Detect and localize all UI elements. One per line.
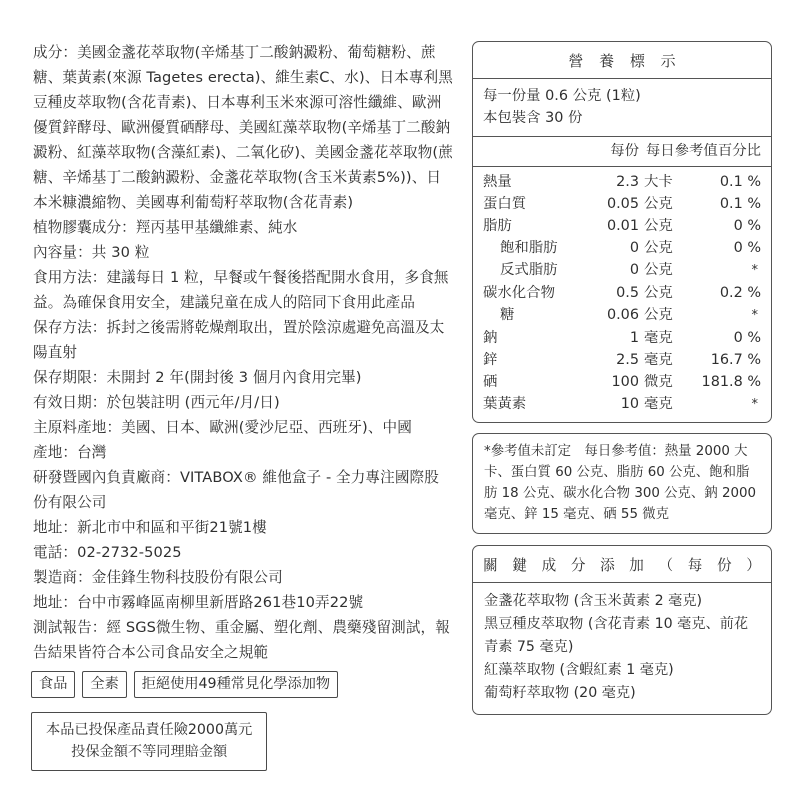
nutrient-label: 糖	[500, 307, 515, 323]
nutrition-row	[473, 349, 771, 371]
nutrition-row	[473, 259, 771, 282]
nutrient-unit: 毫克	[644, 396, 673, 412]
nutrient-label: 蛋白質	[483, 196, 527, 212]
nutrient-unit: 公克	[644, 196, 673, 212]
key-ingredient-line: 紅藻萃取物 (含蝦紅素 1 毫克)	[484, 662, 674, 678]
servings-per-container-text: 本包裝含 30 份	[483, 110, 583, 126]
badge-food: 食品	[31, 671, 75, 698]
nutrient-unit: 公克	[644, 307, 673, 323]
key-ingredients-list	[473, 583, 771, 714]
key-ingredient-line: 黑豆種皮萃取物 (含花青素 10 毫克、前花青素 75 毫克)	[484, 616, 749, 655]
nutrient-label: 葉黃素	[483, 396, 527, 412]
origin-materials-text: 主原料產地：美國、日本、歐洲(愛沙尼亞、西班牙)、中國	[33, 419, 412, 436]
serving-size-text: 每一份量 0.6 公克 (1粒)	[483, 88, 641, 104]
directions-text: 食用方法：建議每日 1 粒，早餐或午餐後搭配開水食用，多食無益。為確保食用安全，建議兒童在成人的陪同下食用此產品	[33, 269, 449, 311]
nutrient-unit: 公克	[644, 285, 673, 301]
nutrient-daily-value: 0 %	[733, 218, 761, 234]
nutrient-unit: 毫克	[644, 352, 673, 368]
nutrient-unit: 大卡	[644, 174, 673, 190]
column-header-per-serving: 每份	[610, 143, 639, 159]
nutrient-unit: 毫克	[644, 330, 673, 346]
nutrient-daily-value: *	[751, 397, 758, 412]
expiry-date-text: 有效日期：於包裝註明 (西元年/月/日)	[33, 394, 280, 411]
column-header-daily-value: 每日參考值百分比	[645, 143, 761, 159]
daily-value-footnote-panel	[472, 433, 772, 534]
nutrient-amount: 0.5	[616, 285, 639, 301]
nutrient-amount: 0.06	[606, 307, 639, 323]
insurance-line-1: 本品已投保產品責任險2000萬元	[46, 722, 253, 738]
nutrient-amount: 0.01	[606, 218, 639, 234]
key-ingredient-line: 葡萄籽萃取物 (20 毫克)	[484, 685, 636, 701]
net-content-text: 內容量：共 30 粒	[33, 244, 150, 261]
nutrition-column-headers	[473, 137, 771, 167]
nutrient-amount: 100	[611, 374, 639, 390]
responsible-firm-text: 研發暨國內負責廠商：VITABOX® 維他盒子 - 全力專注國際股份有限公司	[33, 469, 439, 511]
nutrient-label: 反式脂肪	[500, 262, 558, 278]
nutrient-amount: 1	[629, 330, 639, 346]
key-ingredients-title: 關 鍵 成 分 添 加 （ 每 份 ）	[473, 546, 771, 583]
nutrient-label: 鈉	[483, 330, 498, 346]
product-info-column	[33, 40, 453, 665]
nutrient-unit: 公克	[644, 218, 673, 234]
product-liability-insurance-box	[31, 712, 267, 771]
storage-text: 保存方法：拆封之後需將乾燥劑取出，置於陰涼處避免高溫及太陽直射	[33, 319, 445, 361]
nutrient-daily-value: 0 %	[733, 330, 761, 346]
nutrient-daily-value: 0.1 %	[719, 196, 761, 212]
nutrient-amount: 2.3	[616, 174, 639, 190]
nutrient-amount: 0	[629, 262, 639, 278]
nutrition-facts-title: 營 養 標 示	[473, 42, 771, 79]
nutrition-row	[473, 193, 771, 215]
nutrient-label: 碳水化合物	[483, 285, 555, 301]
nutrient-label: 脂肪	[483, 218, 512, 234]
badge-vegan: 全素	[82, 671, 126, 698]
key-ingredients-panel	[472, 545, 772, 715]
nutrient-amount: 10	[620, 396, 639, 412]
nutrient-daily-value: 0.1 %	[719, 174, 761, 190]
insurance-line-2: 投保金額不等同理賠金額	[71, 744, 228, 760]
serving-info-block	[473, 79, 771, 137]
nutrient-daily-value: *	[751, 308, 758, 323]
nutrition-row	[473, 171, 771, 193]
nutrient-daily-value: 16.7 %	[710, 352, 761, 368]
nutrition-row	[473, 215, 771, 237]
nutrient-amount: 2.5	[616, 352, 639, 368]
nutrition-row	[473, 393, 771, 416]
daily-value-footnote-text: *參考值未訂定 每日參考值：熱量 2000 大卡、蛋白質 60 公克、脂肪 60 公克、飽和脂肪 18 公克、碳水化合物 300 公克、鈉 2000 毫克、鋅 15 毫克、硒 55 微克	[484, 444, 757, 522]
nutrient-daily-value: 181.8 %	[701, 374, 761, 390]
nutrition-row	[473, 237, 771, 259]
nutrition-facts-panel	[472, 41, 772, 423]
nutrient-daily-value: *	[751, 263, 758, 278]
test-report-text: 測試報告：經 SGS微生物、重金屬、塑化劑、農藥殘留測試，報告結果皆符合本公司食品安全之規範	[33, 619, 450, 661]
phone-text: 電話：02-2732-5025	[33, 544, 182, 561]
nutrient-label: 熱量	[483, 174, 512, 190]
shelf-life-text: 保存期限：未開封 2 年(開封後 3 個月內食用完畢)	[33, 369, 362, 386]
nutrition-rows-container	[473, 167, 771, 422]
nutrition-row	[473, 282, 771, 304]
key-ingredient-line: 金盞花萃取物 (含玉米黃素 2 毫克)	[484, 593, 703, 609]
origin-text: 產地：台灣	[33, 444, 107, 461]
capsule-ingredients-text: 植物膠囊成分：羥丙基甲基纖維素、純水	[33, 219, 298, 236]
company-address-text: 地址：新北市中和區和平街21號1樓	[33, 519, 267, 536]
nutrient-daily-value: 0 %	[733, 240, 761, 256]
badge-no-additives: 拒絕使用49種常見化學添加物	[134, 671, 338, 698]
manufacturer-text: 製造商：金佳鋒生物科技股份有限公司	[33, 569, 283, 586]
nutrient-amount: 0	[629, 240, 639, 256]
nutrient-amount: 0.05	[606, 196, 639, 212]
certification-badge-row	[31, 671, 338, 698]
nutrient-unit: 微克	[644, 374, 673, 390]
nutrient-unit: 公克	[644, 240, 673, 256]
nutrition-column	[472, 41, 772, 715]
nutrition-row	[473, 304, 771, 327]
nutrient-label: 鋅	[483, 352, 498, 368]
manufacturer-address-text: 地址：台中市霧峰區南柳里新厝路261巷10弄22號	[33, 594, 364, 611]
nutrient-label: 飽和脂肪	[500, 240, 558, 256]
nutrient-unit: 公克	[644, 262, 673, 278]
nutrition-row	[473, 327, 771, 349]
ingredients-text: 成分：美國金盞花萃取物(辛烯基丁二酸鈉澱粉、葡萄糖粉、蔗糖、葉黃素(來源 Tagetes erecta)、維生素C、水)、日本專利黑豆種皮萃取物(含花青素)、日本專利玉米來源可溶性纖維、歐洲優質鋅酵母、歐洲優質硒酵母、美國紅藻萃取物(辛烯基丁二酸鈉澱粉、紅藻萃取物(含藻紅素)、二氧化矽)、美國金盞花萃取物(蔗糖、辛烯基丁二酸鈉澱粉、金盞花萃取物(含玉米黃素5%))、日本米糠濃縮物、美國專利葡萄籽萃取物(含花青素)	[33, 44, 453, 211]
nutrition-row	[473, 371, 771, 393]
nutrient-label: 硒	[483, 374, 498, 390]
nutrient-daily-value: 0.2 %	[719, 285, 761, 301]
